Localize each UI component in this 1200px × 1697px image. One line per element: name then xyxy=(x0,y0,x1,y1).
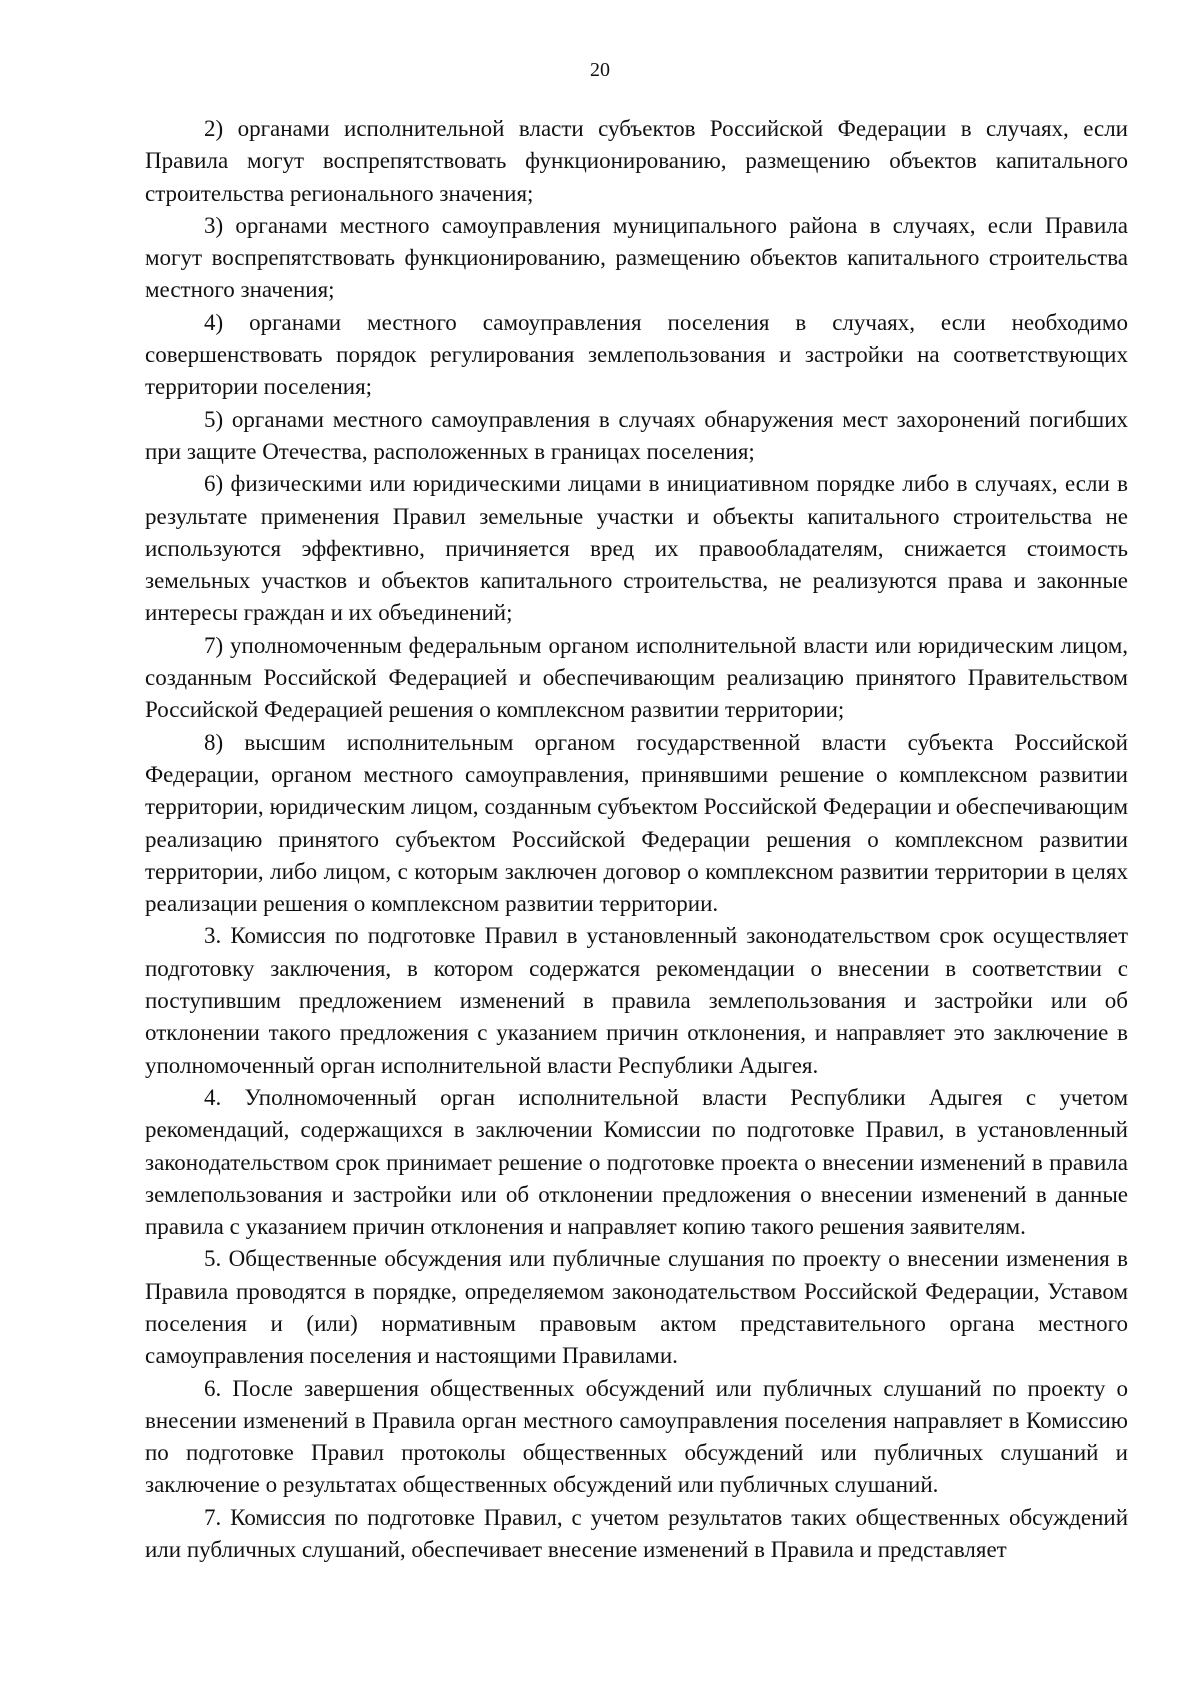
paragraph-item-2: 2) органами исполнительной власти субъектов Российской Федерации в случаях, если Правила могут воспрепятствовать функционированию, размещению объектов капитального строительства регионального значения; xyxy=(145,116,1128,206)
document-body xyxy=(145,113,1128,1566)
paragraph-section-7: 7. Комиссия по подготовке Правил, с учетом результатов таких общественных обсуждений или публичных слушаний, обеспечивает внесение изменений в Правила и представляет xyxy=(145,1504,1128,1563)
paragraph-section-5: 5. Общественные обсуждения или публичные слушания по проекту о внесении изменения в Правила проводятся в порядке, определяемом законодательством Российской Федерации, Уставом поселения и (или) нормативным правовым актом представительного органа местного самоуправления поселения и настоящими Правилами. xyxy=(145,1246,1128,1369)
paragraph-item-6: 6) физическими или юридическими лицами в инициативном порядке либо в случаях, если в результате применения Правил земельные участки и объекты капитального строительства не используются эффективно, причиняется вред их правообладателям, снижается стоимость земельных участков и объектов капитального строительства, не реализуются права и законные интересы граждан и их объединений; xyxy=(145,471,1128,626)
paragraph-section-6: 6. После завершения общественных обсуждений или публичных слушаний по проекту о внесении изменений в Правила орган местного самоуправления поселения направляет в Комиссию по подготовке Правил протоколы общественных обсуждений или публичных слушаний и заключение о результатах общественных обсуждений или публичных слушаний. xyxy=(145,1375,1128,1498)
paragraph-item-7: 7) уполномоченным федеральным органом исполнительной власти или юридическим лицом, созданным Российской Федерацией и обеспечивающим реализацию принятого Правительством Российской Федерацией решения о комплексном развитии территории; xyxy=(145,632,1128,723)
paragraph-item-3: 3) органами местного самоуправления муниципального района в случаях, если Правила могут воспрепятствовать функционированию, размещению объектов капитального строительства местного значения; xyxy=(145,212,1128,303)
paragraph-item-4: 4) органами местного самоуправления поселения в случаях, если необходимо совершенствовать порядок регулирования землепользования и застройки на соответствующих территории поселения; xyxy=(145,309,1128,400)
paragraph-section-3: 3. Комиссия по подготовке Правил в установленный законодательством срок осуществляет подготовку заключения, в котором содержатся рекомендации о внесении в соответствии с поступившим предложением изменений в правила землепользования и застройки или об отклонении такого предложения с указанием причин отклонения, и направляет это заключение в уполномоченный орган исполнительной власти Республики Адыгея. xyxy=(145,923,1128,1078)
page-number: 20 xyxy=(590,59,610,81)
paragraph-item-5: 5) органами местного самоуправления в случаях обнаружения мест захоронений погибших при защите Отечества, расположенных в границах поселения; xyxy=(145,406,1128,464)
paragraph-section-4: 4. Уполномоченный орган исполнительной власти Республики Адыгея с учетом рекомендаций, содержащихся в заключении Комиссии по подготовке Правил, в установленный законодательством срок принимает решение о подготовке проекта о внесении изменений в правила землепользования и застройки или об отклонении предложения о внесении изменений в данные правила с указанием причин отклонения и направляет копию такого решения заявителям. xyxy=(145,1084,1128,1240)
paragraph-item-8: 8) высшим исполнительным органом государственной власти субъекта Российской Федерации, органом местного самоуправления, принявшими решение о комплексном развитии территории, юридическим лицом, созданным субъектом Российской Федерации и обеспечивающим реализацию принятого субъектом Российской Федерации решения о комплексном развитии территории, либо лицом, с которым заключен договор о комплексном развитии территории в целях реализации решения о комплексном развитии территории. xyxy=(145,729,1128,917)
